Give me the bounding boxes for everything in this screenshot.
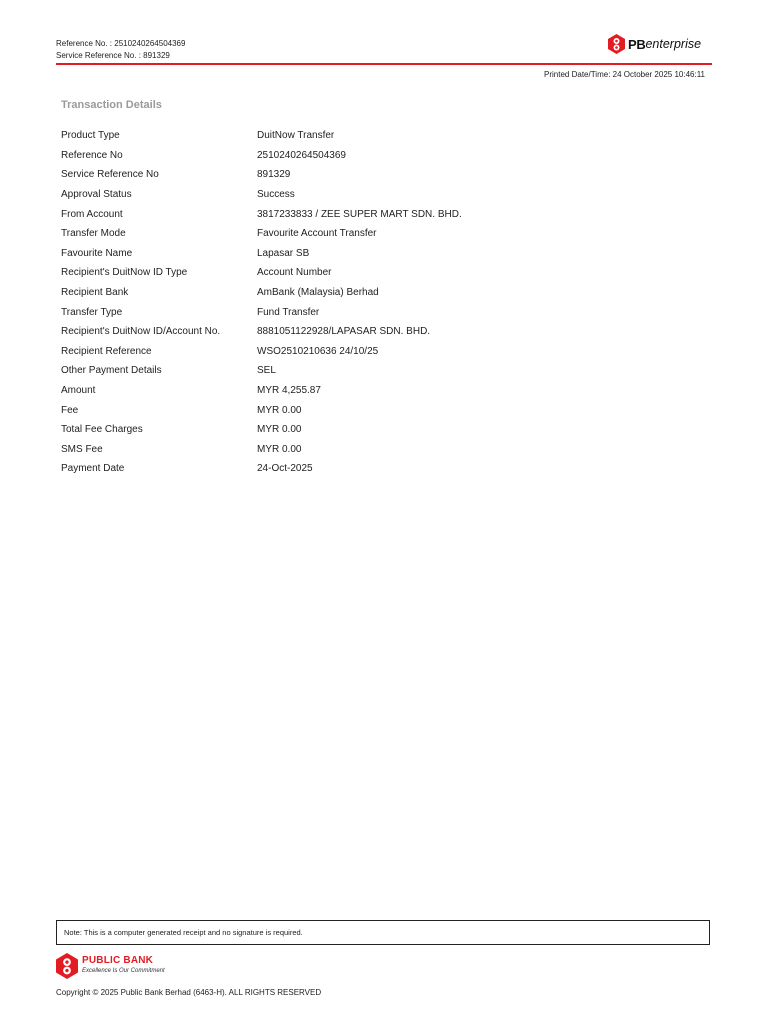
detail-value: 3817233833 / ZEE SUPER MART SDN. BHD.: [257, 208, 462, 220]
public-bank-logo-icon: [608, 34, 625, 54]
detail-value: Favourite Account Transfer: [257, 228, 377, 240]
detail-label: Service Reference No: [61, 169, 159, 181]
detail-value: Lapasar SB: [257, 247, 310, 259]
detail-row: [61, 224, 701, 244]
detail-row: [61, 381, 701, 401]
detail-row: [61, 440, 701, 460]
detail-value: MYR 0.00: [257, 443, 302, 455]
detail-value: Fund Transfer: [257, 306, 320, 318]
detail-row: [61, 302, 701, 322]
detail-value: MYR 4,255.87: [257, 385, 321, 397]
detail-row: [61, 342, 701, 362]
detail-value: 24-Oct-2025: [257, 463, 313, 475]
detail-value: AmBank (Malaysia) Berhad: [257, 287, 379, 299]
detail-row: [61, 263, 701, 283]
detail-label: SMS Fee: [61, 443, 103, 455]
detail-row: [61, 283, 701, 303]
detail-label: Reference No: [61, 149, 123, 161]
detail-row: [61, 165, 701, 185]
bank-tagline: Excellence Is Our Commitment: [82, 968, 165, 974]
detail-label: Amount: [61, 385, 96, 397]
detail-label: Favourite Name: [61, 247, 133, 259]
detail-label: Transfer Mode: [61, 228, 126, 240]
bank-name: PUBLIC BANK: [82, 955, 154, 966]
public-bank-emblem-icon: [56, 953, 78, 979]
receipt-note: Note: This is a computer generated receipt and no signature is required.: [56, 920, 710, 945]
service-reference-number: Service Reference No. : 891329: [56, 51, 170, 60]
detail-value: 8881051122928/LAPASAR SDN. BHD.: [257, 326, 431, 338]
detail-label: Recipient's DuitNow ID/Account No.: [61, 326, 221, 338]
detail-row: [61, 185, 701, 205]
detail-row: [61, 322, 701, 342]
detail-row: [61, 361, 701, 381]
detail-row: [61, 400, 701, 420]
detail-label: Approval Status: [61, 189, 132, 201]
detail-value: MYR 0.00: [257, 404, 302, 416]
copyright-text: Copyright © 2025 Public Bank Berhad (6463-H). ALL RIGHTS RESERVED: [56, 988, 322, 997]
detail-value: 2510240264504369: [257, 149, 346, 161]
detail-row: [61, 244, 701, 264]
detail-label: Other Payment Details: [61, 365, 162, 377]
detail-value: DuitNow Transfer: [257, 130, 335, 142]
public-bank-footer-logo: [56, 953, 165, 979]
brand-pb-text: PB: [628, 36, 646, 52]
detail-value: Success: [257, 189, 295, 201]
detail-value: MYR 0.00: [257, 424, 302, 436]
detail-value: WSO2510210636 24/10/25: [257, 345, 379, 357]
detail-label: Recipient's DuitNow ID Type: [61, 267, 188, 279]
printed-datetime: Printed Date/Time: 24 October 2025 10:46:11: [544, 70, 705, 79]
detail-label: Fee: [61, 404, 79, 416]
detail-row: [61, 146, 701, 166]
detail-label: Payment Date: [61, 463, 125, 475]
detail-label: Product Type: [61, 130, 120, 142]
detail-label: From Account: [61, 208, 123, 220]
brand-enterprise-text: enterprise: [645, 37, 702, 51]
header-references: [56, 38, 185, 62]
detail-label: Transfer Type: [61, 306, 123, 318]
transaction-details-table: [61, 126, 701, 479]
header-divider: [56, 63, 712, 65]
pbenterprise-logo: [608, 33, 701, 55]
section-title: Transaction Details: [61, 99, 162, 111]
detail-row: [61, 459, 701, 479]
reference-number: Reference No. : 2510240264504369: [56, 39, 186, 48]
detail-value: Account Number: [257, 267, 332, 279]
detail-row: [61, 126, 701, 146]
detail-label: Recipient Bank: [61, 287, 129, 299]
detail-row: [61, 420, 701, 440]
detail-value: SEL: [257, 365, 276, 377]
detail-label: Total Fee Charges: [61, 424, 143, 436]
detail-row: [61, 204, 701, 224]
detail-value: 891329: [257, 169, 291, 181]
detail-label: Recipient Reference: [61, 345, 152, 357]
